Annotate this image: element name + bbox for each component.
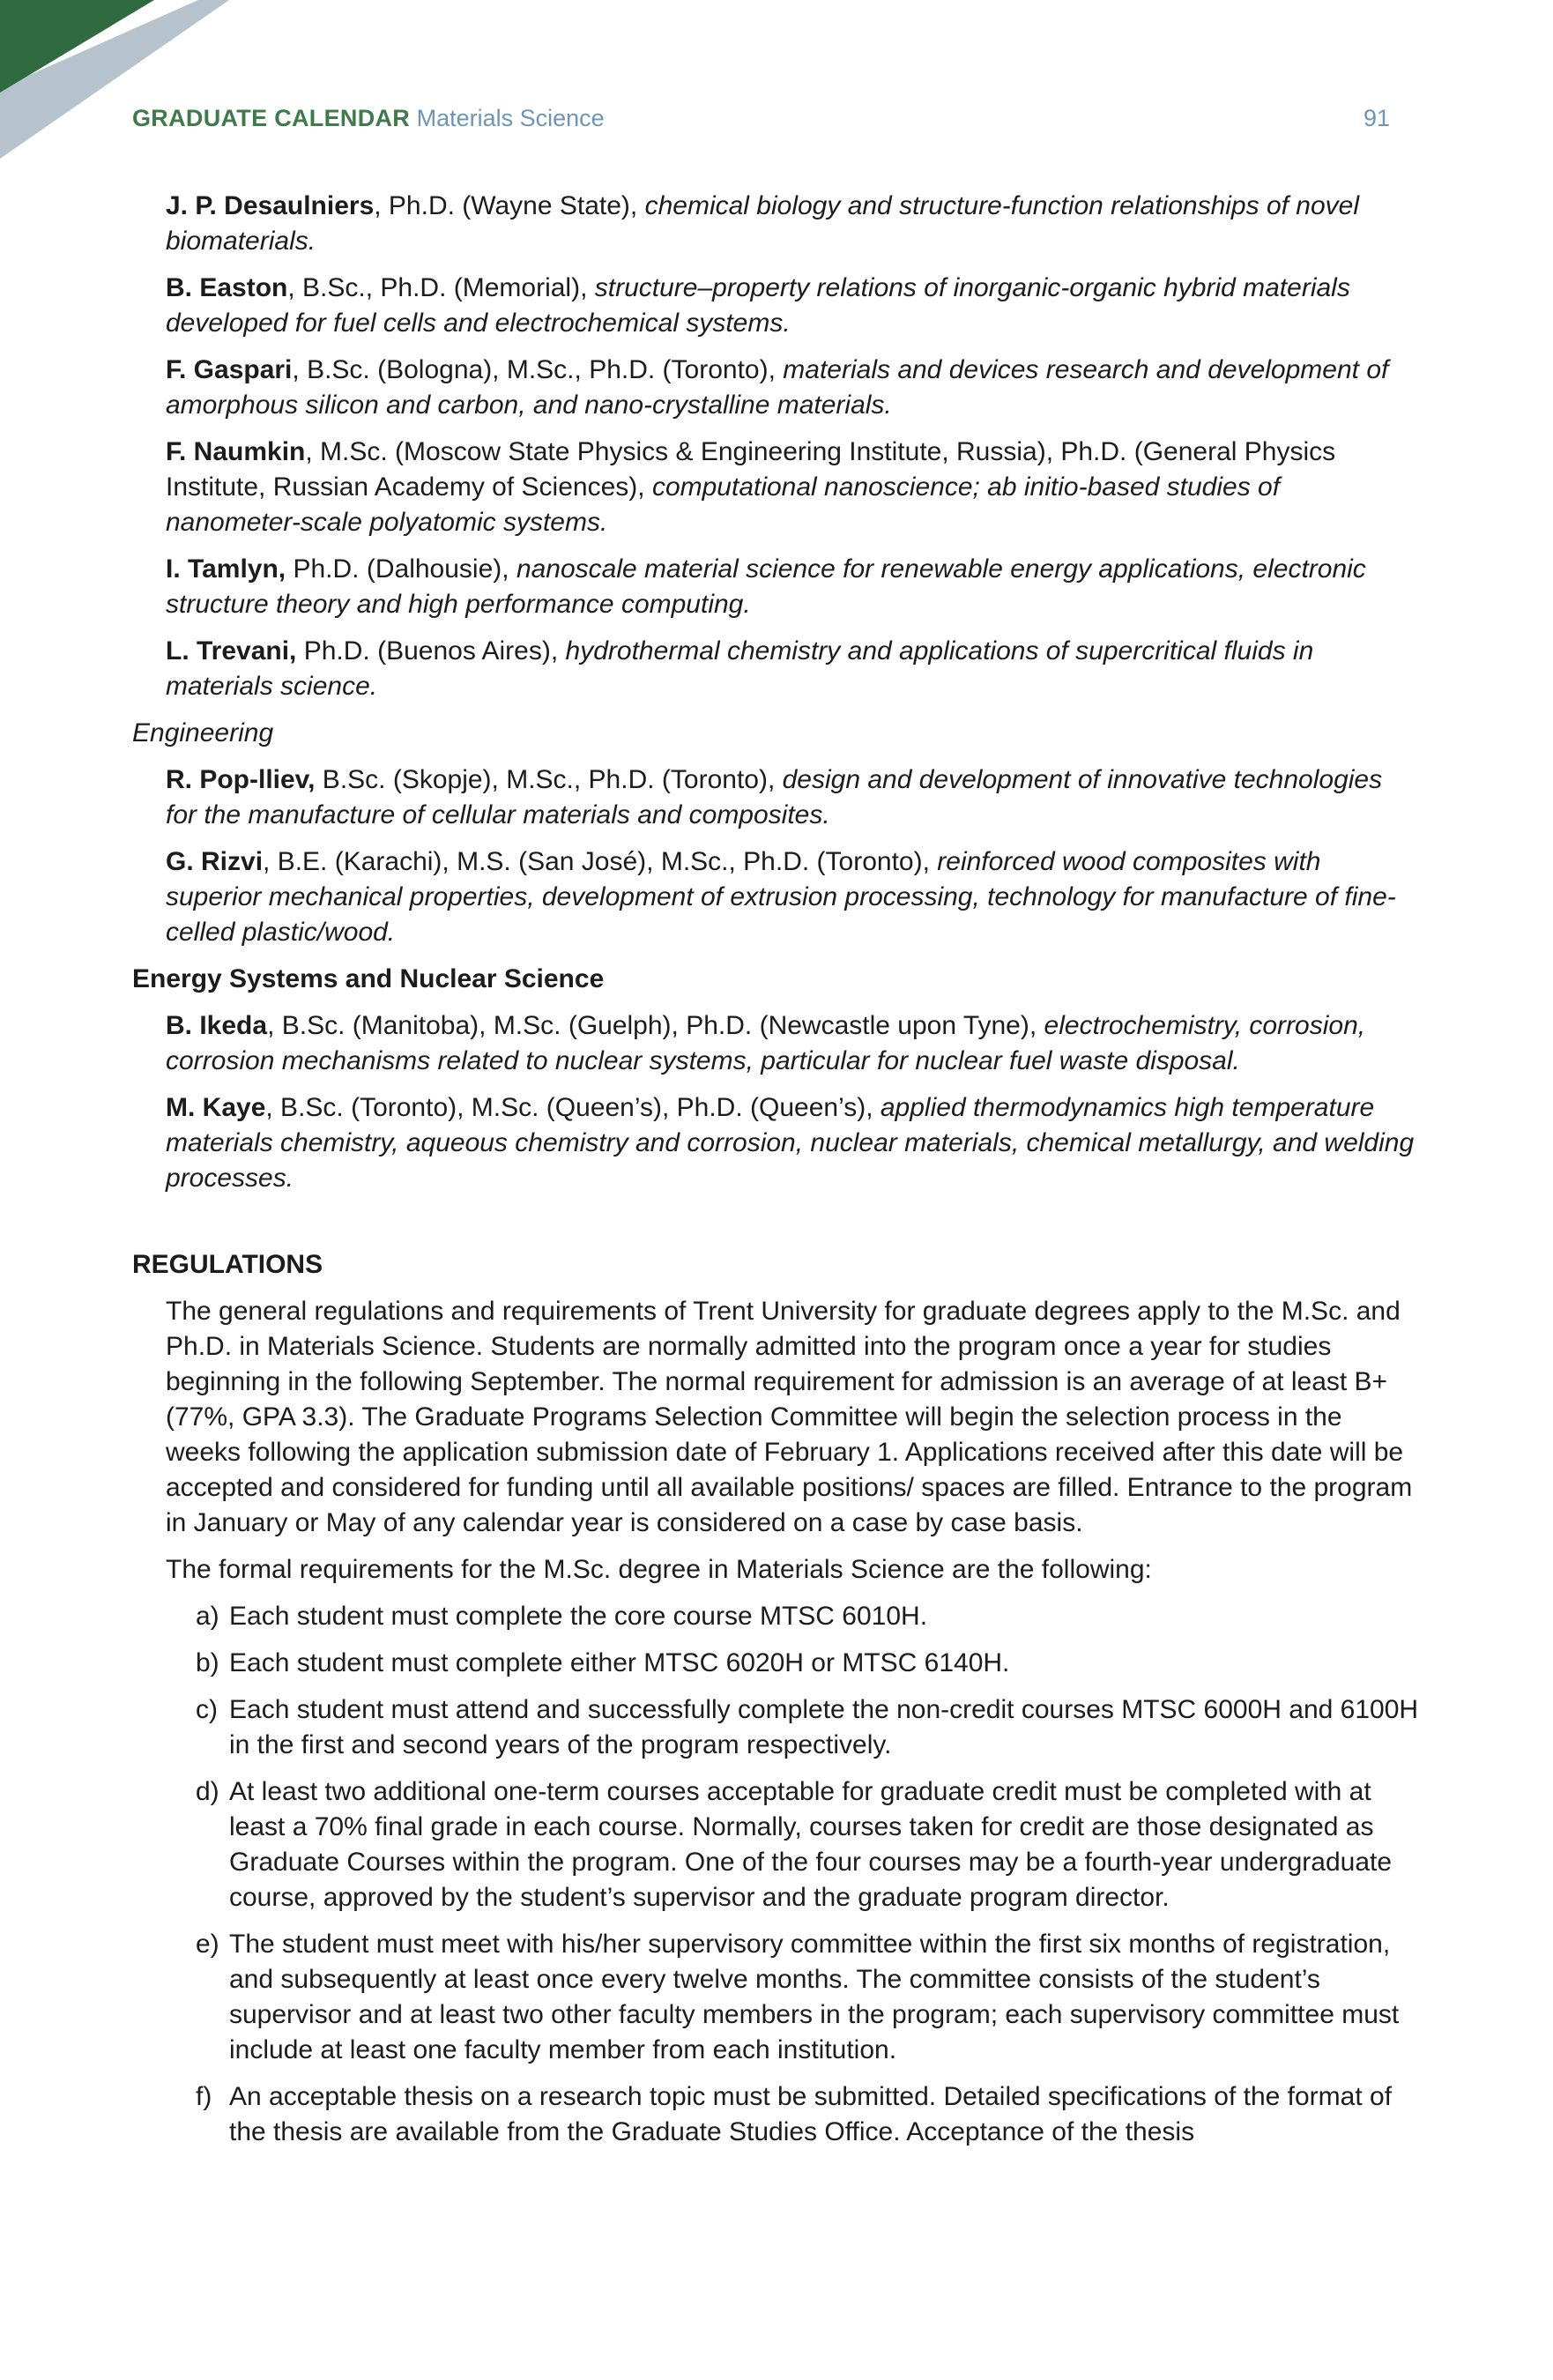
faculty-research: structure–property relations of inorganic-organic hybrid materials developed for fuel cells and electrochemical systems.	[166, 273, 1350, 338]
header-calendar-title: GRADUATE CALENDAR	[132, 105, 411, 131]
requirement-item	[196, 1927, 1419, 2068]
faculty-research: computational nanoscience; ab initio-based studies of nanometer-scale polyatomic systems.	[166, 472, 1281, 537]
faculty-entry-pop-iliev	[166, 762, 1419, 833]
faculty-credentials: , B.Sc. (Toronto), M.Sc. (Queen’s), Ph.D. (Queen’s),	[265, 1093, 881, 1122]
faculty-research: materials and devices research and development of amorphous silicon and carbon, and nano-crystalline materials.	[166, 355, 1389, 420]
faculty-name: F. Gaspari	[166, 355, 293, 384]
faculty-name: I. Tamlyn,	[166, 554, 286, 584]
requirement-text: At least two additional one-term courses acceptable for graduate credit must be completed with at least a 70% final grade in each course. Normally, courses taken for credit are those designated as Graduate Courses within the program. One of the four courses may be a fourth-year undergraduate course, approved by the student’s supervisor and the graduate program director.	[229, 1777, 1393, 1912]
faculty-name: M. Kaye	[166, 1093, 266, 1122]
faculty-research: chemical biology and structure-function relationships of novel biomaterials.	[166, 191, 1360, 256]
page-header	[132, 100, 1390, 136]
faculty-entry-kaye	[166, 1090, 1419, 1196]
requirement-letter: f)	[196, 2082, 212, 2111]
regulations-heading: REGULATIONS	[132, 1250, 323, 1279]
faculty-research: nanoscale material science for renewable energy applications, electronic structure theory and high performance computing.	[166, 554, 1366, 619]
faculty-credentials: , B.Sc. (Manitoba), M.Sc. (Guelph), Ph.D. (Newcastle upon Tyne),	[267, 1011, 1044, 1040]
faculty-name: R. Pop-lliev,	[166, 765, 316, 794]
page-content	[132, 189, 1419, 2161]
faculty-entry-easton	[166, 271, 1419, 341]
faculty-research: hydrothermal chemistry and applications of supercritical fluids in materials science.	[166, 636, 1314, 701]
faculty-name: B. Ikeda	[166, 1011, 268, 1040]
requirement-item	[196, 1646, 1419, 1681]
faculty-name: F. Naumkin	[166, 437, 306, 466]
faculty-entry-naumkin	[166, 435, 1419, 540]
faculty-credentials: B.Sc. (Skopje), M.Sc., Ph.D. (Toronto),	[315, 765, 783, 794]
faculty-research: electrochemistry, corrosion, corrosion mechanisms related to nuclear systems, particular for nuclear fuel waste disposal.	[166, 1011, 1366, 1075]
requirement-text: An acceptable thesis on a research topic must be submitted. Detailed specifications of the format of the thesis are available from the Graduate Studies Office. Acceptance of the thesis	[229, 2082, 1393, 2146]
regulations-paragraph: The general regulations and requirements of Trent University for graduate degrees apply to the M.Sc. and Ph.D. in Materials Science. Students are normally admitted into the program once a year for studies beginning in the following September. The normal requirement for admission is an average of at least B+ (77%, GPA 3.3). The Graduate Programs Selection Committee will begin the selection process in the weeks following the application submission date of February 1. Applications received after this date will be accepted and considered for funding until all available positions/ spaces are filled. Entrance to the program in January or May of any calendar year is considered on a case by case basis.	[166, 1297, 1413, 1537]
faculty-research: applied thermodynamics high temperature materials chemistry, aqueous chemistry and corrosion, nuclear materials, chemical metallurgy, and welding processes.	[166, 1093, 1415, 1193]
requirements-intro: The formal requirements for the M.Sc. degree in Materials Science are the following:	[166, 1555, 1152, 1584]
requirement-text: Each student must complete the core course MTSC 6010H.	[229, 1602, 928, 1631]
subheading-energy-systems: Energy Systems and Nuclear Science	[132, 964, 605, 993]
requirement-letter: d)	[196, 1777, 219, 1806]
faculty-entry-gaspari	[166, 353, 1419, 423]
page-number: 91	[1363, 105, 1390, 131]
requirement-text: Each student must attend and successfully complete the non-credit courses MTSC 6000H and 6100H in the first and second years of the program respectively.	[229, 1695, 1419, 1759]
subheading-engineering: Engineering	[132, 718, 274, 747]
faculty-entry-trevani	[166, 634, 1419, 704]
requirement-letter: b)	[196, 1648, 219, 1677]
header-section-title: Materials Science	[416, 105, 605, 131]
requirement-item	[196, 1692, 1419, 1763]
requirement-letter: c)	[196, 1695, 218, 1724]
faculty-credentials: , B.Sc., Ph.D. (Memorial),	[287, 273, 595, 302]
requirement-text: The student must meet with his/her supervisory committee within the first six months of registration, and subsequently at least once every twelve months. The committee consists of the student’s supervisor and at least two other faculty members in the program; each supervisory committee must include at least one faculty member from each institution.	[229, 1930, 1400, 2064]
requirement-item	[196, 2079, 1419, 2150]
faculty-credentials: , M.Sc. (Moscow State Physics & Engineering Institute, Russia), Ph.D. (General Physics Institute, Russian Academy of Sciences),	[166, 437, 1336, 502]
faculty-name: L. Trevani,	[166, 636, 297, 666]
faculty-research: design and development of innovative technologies for the manufacture of cellular materials and composites.	[166, 765, 1383, 829]
faculty-research: reinforced wood composites with superior mechanical properties, development of extrusion processing, technology for manufacture of fine-celled plastic/wood.	[166, 847, 1396, 947]
faculty-name: G. Rizvi	[166, 847, 264, 876]
faculty-credentials: Ph.D. (Dalhousie),	[286, 554, 516, 584]
faculty-credentials: , B.Sc. (Bologna), M.Sc., Ph.D. (Toronto),	[292, 355, 784, 384]
faculty-entry-tamlyn	[166, 552, 1419, 622]
faculty-credentials: , B.E. (Karachi), M.S. (San José), M.Sc., Ph.D. (Toronto),	[263, 847, 938, 876]
faculty-entry-rizvi	[166, 844, 1419, 950]
requirement-text: Each student must complete either MTSC 6020H or MTSC 6140H.	[229, 1648, 1010, 1677]
faculty-name: B. Easton	[166, 273, 288, 302]
requirement-item	[196, 1774, 1419, 1915]
requirement-letter: e)	[196, 1930, 219, 1959]
faculty-entry-ikeda	[166, 1008, 1419, 1079]
requirement-letter: a)	[196, 1602, 219, 1631]
requirement-item	[196, 1599, 1419, 1634]
faculty-entry-desaulniers	[166, 189, 1419, 259]
faculty-name: J. P. Desaulniers	[166, 191, 375, 220]
faculty-credentials: Ph.D. (Buenos Aires),	[296, 636, 566, 666]
faculty-credentials: , Ph.D. (Wayne State),	[374, 191, 645, 220]
